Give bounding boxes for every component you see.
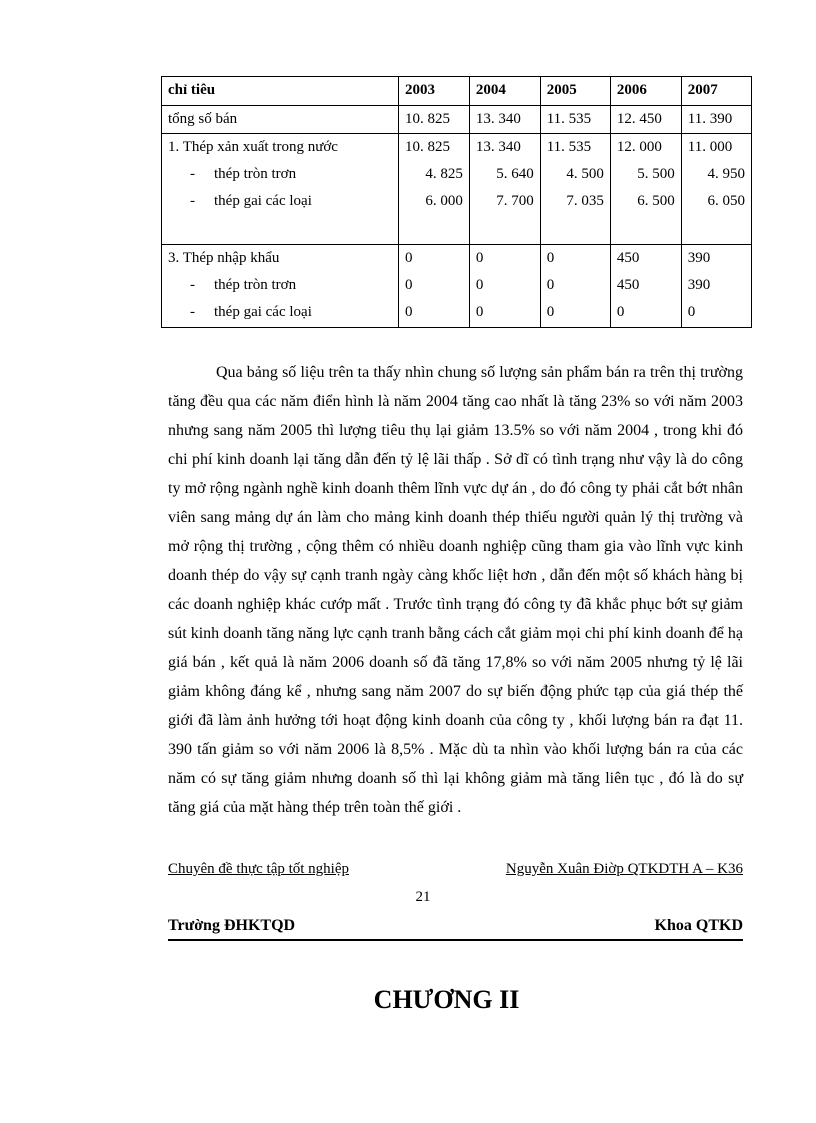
imported-rebar-value: 0 bbox=[546, 304, 555, 320]
imported-rebar-value: 0 bbox=[475, 304, 484, 320]
imported-value: 0 bbox=[475, 250, 484, 266]
domestic-rebar-line bbox=[168, 188, 392, 215]
total-value: 10. 825 bbox=[399, 106, 470, 134]
domestic-rebar-value: 6. 500 bbox=[637, 193, 675, 209]
imported-round-value: 0 bbox=[405, 277, 413, 293]
imported-rebar-value: 0 bbox=[616, 304, 625, 320]
analysis-paragraph: Qua bảng số liệu trên ta thấy nhìn chung số lượng sản phẩm bán ra trên thị trường tăng đều qua các năm điển hình là năm 2004 tăng cao nhất là tăng 23% so với năm 2003 nhưng sang năm 2005 thì lượng tiêu thụ lại giảm 13.5% so với năm 2004 , trong khi đó chi phí kinh doanh lại tăng dẫn đến tỷ lệ lãi thấp . Sở dĩ có tình trạng như vậy là do công ty mở rộng ngành nghề kinh doanh thêm lĩnh vực dự án , do đó công ty phải cắt bớt nhân viên sang mảng dự án làm cho mảng kinh doanh thép thiếu người quản lý thị trường và mở rộng thị trường , cộng thêm có nhiều doanh nghiệp cũng tham gia vào lĩnh vực kinh doanh thép do vậy sự cạnh tranh ngày càng khốc liệt hơn , dẫn đến một số khách hàng bị các doanh nghiệp khác cướp mất . Trước tình trạng đó công ty đã khắc phục bớt sự giảm sút kinh doanh tăng năng lực cạnh tranh bằng cách cắt giảm mọi chi phí kinh doanh để hạ giá bán , kết quả là năm 2006 doanh số đã tăng 17,8% so với năm 2005 nhưng tỷ lệ lãi giảm không đáng kể , nhưng sang năm 2007 do sự biến động phức tạp của giá thép thế giới đã làm ảnh hưởng tới hoạt động kinh doanh của công ty , khối lượng bán ra đạt 11. 390 tấn giảm so với năm 2006 là 8,5% . Mặc dù ta nhìn vào khối lượng bán ra của các năm có sự tăng giảm nhưng doanh số thì lại không giảm mà tăng liên tục , đó là do sự tăng giá của mặt hàng thép trên toàn thế giới . bbox=[168, 364, 743, 816]
imported-round-value: 390 bbox=[687, 277, 711, 293]
domestic-value: 11. 000 bbox=[687, 139, 733, 155]
table-header-row bbox=[162, 77, 752, 106]
imported-rebar-value: 0 bbox=[405, 304, 413, 320]
domestic-round-label: thép tròn trơn bbox=[214, 166, 297, 182]
domestic-value: 11. 535 bbox=[546, 139, 592, 155]
domestic-cell bbox=[469, 134, 540, 245]
dash: - bbox=[190, 193, 195, 209]
footer-title: Chuyên đề thực tập tốt nghiệp bbox=[168, 861, 350, 877]
domestic-rebar-value: 7. 035 bbox=[566, 193, 604, 209]
domestic-round-value: 5. 500 bbox=[637, 166, 675, 182]
imported-rebar-value: 0 bbox=[687, 304, 696, 320]
imported-round-label: thép tròn trơn bbox=[214, 277, 297, 293]
domestic-rebar-value: 6. 050 bbox=[707, 193, 745, 209]
total-value: 11. 535 bbox=[540, 106, 610, 134]
total-value: 13. 340 bbox=[469, 106, 540, 134]
chapter-title: CHƯƠNG II bbox=[373, 985, 520, 1014]
imported-cell bbox=[610, 245, 681, 328]
imported-rebar-label: thép gai các loại bbox=[214, 304, 312, 320]
domestic-labels bbox=[162, 134, 399, 245]
imported-cell bbox=[399, 245, 470, 328]
imported-cell bbox=[469, 245, 540, 328]
imported-round-line bbox=[168, 272, 392, 299]
domestic-value: 10. 825 bbox=[405, 139, 450, 155]
dash: - bbox=[190, 277, 195, 293]
imported-value: 450 bbox=[616, 250, 640, 266]
imported-row bbox=[162, 245, 752, 328]
imported-rebar-line bbox=[168, 299, 392, 326]
domestic-round-value: 4. 950 bbox=[707, 166, 745, 182]
domestic-cell bbox=[399, 134, 470, 245]
dash: - bbox=[190, 166, 195, 182]
imported-round-value: 450 bbox=[616, 277, 640, 293]
imported-value: 0 bbox=[405, 250, 413, 266]
total-value: 12. 450 bbox=[610, 106, 681, 134]
total-value: 11. 390 bbox=[681, 106, 751, 134]
dash: - bbox=[190, 304, 195, 320]
domestic-cell bbox=[540, 134, 610, 245]
domestic-value: 13. 340 bbox=[475, 139, 521, 155]
page-footer bbox=[168, 861, 743, 881]
imported-cell bbox=[681, 245, 751, 328]
page-header bbox=[168, 917, 743, 941]
header-year: 2005 bbox=[540, 77, 610, 106]
imported-round-value: 0 bbox=[546, 277, 555, 293]
domestic-rebar-value: 7. 700 bbox=[496, 193, 534, 209]
footer-author: Nguyễn Xuân Điờp QTKDTH A – K36 bbox=[505, 861, 743, 877]
imported-labels bbox=[162, 245, 399, 328]
header-year: 2003 bbox=[399, 77, 470, 106]
domestic-label: 1. Thép xản xuất trong nước bbox=[168, 139, 338, 155]
imported-value: 390 bbox=[687, 250, 711, 266]
header-label: chỉ tiêu bbox=[162, 77, 399, 106]
header-school: Trường ĐHKTQD bbox=[168, 917, 296, 934]
domestic-round-value: 4. 825 bbox=[425, 166, 463, 182]
imported-cell bbox=[540, 245, 610, 328]
imported-label: 3. Thép nhập khẩu bbox=[168, 250, 280, 266]
header-year: 2007 bbox=[681, 77, 751, 106]
sales-table bbox=[161, 76, 752, 328]
header-year: 2004 bbox=[469, 77, 540, 106]
domestic-round-line bbox=[168, 161, 392, 188]
total-row bbox=[162, 106, 752, 134]
domestic-round-value: 5. 640 bbox=[496, 166, 534, 182]
domestic-value: 12. 000 bbox=[616, 139, 662, 155]
domestic-cell bbox=[681, 134, 751, 245]
header-faculty: Khoa QTKD bbox=[654, 917, 743, 934]
domestic-rebar-label: thép gai các loại bbox=[214, 193, 312, 209]
domestic-cell bbox=[610, 134, 681, 245]
domestic-rebar-value: 6. 000 bbox=[425, 193, 463, 209]
total-label: tổng số bán bbox=[162, 106, 399, 134]
domestic-round-value: 4. 500 bbox=[566, 166, 604, 182]
page-number: 21 bbox=[415, 889, 431, 905]
header-year: 2006 bbox=[610, 77, 681, 106]
domestic-row bbox=[162, 134, 752, 245]
imported-value: 0 bbox=[546, 250, 555, 266]
imported-round-value: 0 bbox=[475, 277, 484, 293]
